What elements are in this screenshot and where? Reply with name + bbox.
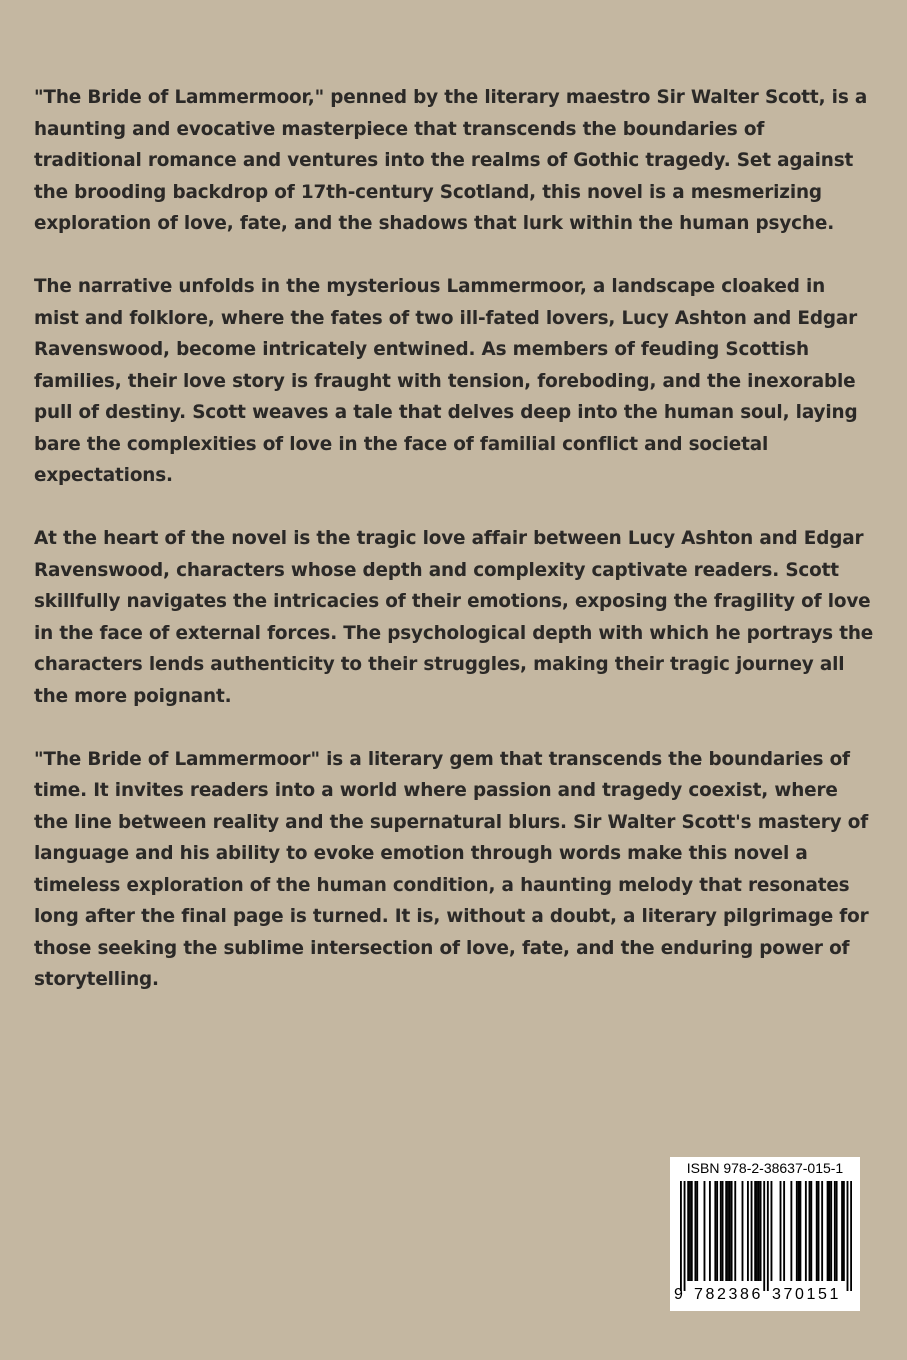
barcode-bar bbox=[827, 1181, 829, 1281]
description-paragraph: "The Bride of Lammermoor," penned by the literary maestro Sir Walter Scott, is a haunting and evocative masterpiece that transcends the boundaries of traditional romance and ventures into the realms of Gothic tragedy. Set against the brooding backdrop of 17th-century Scotland, this novel is a mesmerizing exploration of love, fate, and the shadows that lurk within the human psyche. bbox=[34, 87, 868, 234]
barcode-bar bbox=[742, 1181, 744, 1281]
barcode-guard-bar bbox=[763, 1181, 765, 1291]
barcode-bar bbox=[691, 1181, 693, 1281]
barcode-left-digits: 782386 bbox=[694, 1286, 763, 1303]
isbn-barcode bbox=[670, 1157, 860, 1311]
barcode-bar bbox=[734, 1181, 736, 1281]
barcode-bar bbox=[760, 1181, 762, 1281]
barcode-bar bbox=[727, 1181, 729, 1281]
barcode-bar bbox=[689, 1181, 691, 1281]
barcode-bar bbox=[821, 1181, 823, 1281]
barcode-first-digit: 9 bbox=[674, 1286, 683, 1303]
isbn-label: ISBN 978-2-38637-015-1 bbox=[686, 1160, 844, 1176]
barcode-bar bbox=[830, 1181, 832, 1281]
description-paragraph: "The Bride of Lammermoor" is a literary gem that transcends the boundaries of time. It invites readers into a world where passion and tragedy coexist, where the line between reality and the supernatural blurs. Sir Walter Scott's mastery of language and his ability to evoke emotion through words make this novel a timeless exploration of the human condition, a haunting melody that resonates long after the final page is turned. It is, without a doubt, a literary pilgrimage for those seeking the sublime intersection of love, fate, and the enduring power of storytelling. bbox=[34, 748, 869, 990]
barcode-guard-bar bbox=[680, 1181, 682, 1291]
barcode-right-digits: 370151 bbox=[772, 1286, 841, 1303]
barcode-bar bbox=[756, 1181, 758, 1281]
barcode-bar bbox=[799, 1181, 801, 1281]
barcode-bar bbox=[687, 1181, 689, 1281]
barcode-bar bbox=[704, 1181, 706, 1281]
barcode-bar bbox=[843, 1181, 845, 1281]
barcode-guard-bar bbox=[847, 1181, 849, 1291]
barcode-bar bbox=[796, 1181, 798, 1281]
barcode-bar bbox=[816, 1181, 818, 1281]
barcode-bar bbox=[758, 1181, 760, 1281]
barcode-bar bbox=[694, 1181, 696, 1281]
barcode-bar bbox=[720, 1181, 722, 1281]
barcode-bar bbox=[828, 1181, 830, 1281]
barcode-bar bbox=[783, 1181, 785, 1281]
back-cover-description bbox=[34, 82, 874, 1027]
barcode-bar bbox=[771, 1181, 773, 1281]
barcode-bar bbox=[747, 1181, 749, 1281]
barcode-bar bbox=[716, 1181, 718, 1281]
description-paragraph: At the heart of the novel is the tragic love affair between Lucy Ashton and Edgar Ravenswood, characters whose depth and complexity captivate readers. Scott skillfully navigates the intricacies of their emotions, exposing the fragility of love in the face of external forces. The psychological depth with which he portrays the characters lends authenticity to their struggles, making their tragic journey all the more poignant. bbox=[34, 528, 874, 707]
barcode-bar bbox=[729, 1181, 731, 1281]
barcode-bar bbox=[696, 1181, 698, 1281]
barcode-guard-bar bbox=[684, 1181, 686, 1291]
description-paragraph: The narrative unfolds in the mysterious Lammermoor, a landscape cloaked in mist and folklore, where the fates of two ill-fated lovers, Lucy Ashton and Edgar Ravenswood, become intricately entwined. As members of feuding Scottish families, their love story is fraught with tension, foreboding, and the inexorable pull of destiny. Scott weaves a tale that delves deep into the human soul, laying bare the complexities of love in the face of familial conflict and societal expectations. bbox=[34, 276, 858, 486]
barcode-bar bbox=[722, 1181, 724, 1281]
barcode-bar bbox=[731, 1181, 733, 1281]
barcode-bar bbox=[805, 1181, 807, 1281]
barcode-bar bbox=[714, 1181, 716, 1281]
barcode-bar bbox=[790, 1181, 792, 1281]
barcode-bar bbox=[725, 1181, 727, 1281]
barcode-bar bbox=[818, 1181, 820, 1281]
barcode-bar bbox=[754, 1181, 756, 1281]
barcode-bar bbox=[841, 1181, 843, 1281]
barcode-bar bbox=[836, 1181, 838, 1281]
barcode-bar bbox=[810, 1181, 812, 1281]
barcode-bar bbox=[809, 1181, 811, 1281]
barcode-bar bbox=[834, 1181, 836, 1281]
barcode-guard-bar bbox=[850, 1181, 852, 1291]
barcode-bars bbox=[680, 1181, 852, 1291]
barcode-bar bbox=[751, 1181, 753, 1281]
barcode-bar bbox=[780, 1181, 782, 1281]
barcode-bar bbox=[798, 1181, 800, 1281]
barcode-guard-bar bbox=[767, 1181, 769, 1291]
barcode-bar bbox=[709, 1181, 711, 1281]
